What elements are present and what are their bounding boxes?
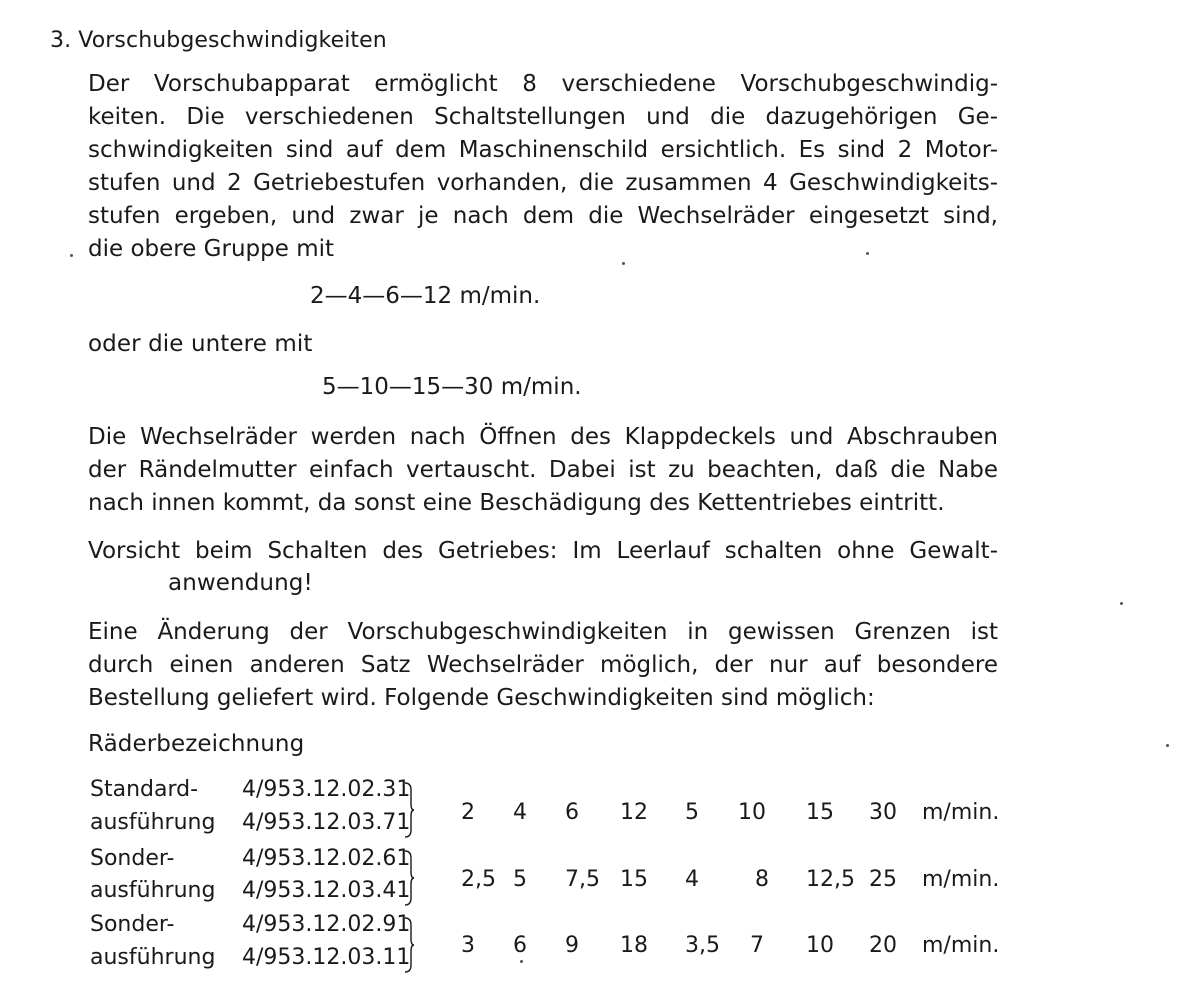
- paragraph-line: stufen und 2 Getriebestufen vorhanden, die zusammen 4 Geschwindigkeits-: [88, 170, 998, 196]
- paragraph-line: die obere Gruppe mit: [88, 236, 335, 262]
- row-label-1: Sonder-: [90, 846, 175, 871]
- paragraph-line: stufen ergeben, und zwar je nach dem die Wechselräder eingesetzt sind,: [88, 203, 998, 229]
- exchange-paragraph: [88, 421, 998, 520]
- formula-lower-group: 5—10—15—30 m/min.: [322, 374, 582, 400]
- paragraph-line: Die Wechselräder werden nach Öffnen des Klappdeckels und Abschrauben: [88, 424, 998, 450]
- row-label-2: ausführung: [90, 945, 216, 970]
- speed-value: 6: [513, 933, 527, 958]
- paragraph-line: der Rändelmutter einfach vertauscht. Dabei ist zu beachten, daß die Nabe: [88, 457, 998, 483]
- formula-upper-group: 2—4—6—12 m/min.: [310, 283, 541, 309]
- row-label-2: ausführung: [90, 878, 216, 903]
- scan-speck: [1120, 602, 1123, 605]
- speed-value: 3: [461, 933, 475, 958]
- speed-value: 5: [685, 800, 699, 825]
- speed-value: 7: [750, 933, 764, 958]
- speed-value: 9: [565, 933, 579, 958]
- paragraph-line: durch einen anderen Satz Wechselräder möglich, der nur auf besondere: [88, 652, 998, 678]
- table-caption: Räderbezeichnung: [88, 731, 305, 757]
- curly-brace: [404, 917, 414, 973]
- gear-code-2: 4/953.12.03.11: [242, 945, 411, 970]
- gear-code-1: 4/953.12.02.91: [242, 912, 411, 937]
- speed-value: 5: [513, 867, 527, 892]
- scan-speck: [70, 254, 73, 257]
- speed-value: 25: [869, 867, 897, 892]
- row-label-2: ausführung: [90, 810, 216, 835]
- speed-value: 4: [513, 800, 527, 825]
- scan-speck: [1166, 744, 1169, 747]
- paragraph-line: nach innen kommt, da sonst eine Beschädigung des Kettentriebes eintritt.: [88, 490, 945, 516]
- gear-code-2: 4/953.12.03.71: [242, 810, 411, 835]
- scan-speck: [622, 262, 625, 265]
- gear-code-1: 4/953.12.02.31: [242, 777, 411, 802]
- scan-speck: [520, 960, 523, 963]
- speed-value: 2: [461, 800, 475, 825]
- row-label-1: Sonder-: [90, 912, 175, 937]
- caution-line: Vorsicht beim Schalten des Getriebes: Im Leerlauf schalten ohne Gewalt-: [88, 538, 998, 564]
- speed-value: 18: [620, 933, 648, 958]
- paragraph-line: Bestellung geliefert wird. Folgende Geschwindigkeiten sind möglich:: [88, 685, 875, 711]
- paragraph-line: schwindigkeiten sind auf dem Maschinenschild ersichtlich. Es sind 2 Motor-: [88, 137, 998, 163]
- change-paragraph: [88, 616, 998, 715]
- speed-unit: m/min.: [922, 800, 1000, 825]
- speed-value: 3,5: [685, 933, 720, 958]
- speed-value: 15: [620, 867, 648, 892]
- gear-code-1: 4/953.12.02.61: [242, 846, 411, 871]
- caution-paragraph: [88, 535, 998, 568]
- caution-line-continued: anwendung!: [168, 570, 313, 596]
- gear-code-2: 4/953.12.03.41: [242, 878, 411, 903]
- paragraph-line: Eine Änderung der Vorschubgeschwindigkeiten in gewissen Grenzen ist: [88, 619, 998, 645]
- speed-unit: m/min.: [922, 933, 1000, 958]
- speed-value: 12: [620, 800, 648, 825]
- speed-value: 15: [806, 800, 834, 825]
- lower-group-intro: oder die untere mit: [88, 331, 313, 357]
- speed-value: 10: [738, 800, 766, 825]
- row-label-1: Standard-: [90, 777, 199, 802]
- speed-unit: m/min.: [922, 867, 1000, 892]
- speed-value: 6: [565, 800, 579, 825]
- speed-value: 7,5: [565, 867, 600, 892]
- speed-value: 2,5: [461, 867, 496, 892]
- speed-value: 4: [685, 867, 699, 892]
- scan-speck: [866, 252, 869, 255]
- curly-brace: [404, 850, 414, 906]
- intro-paragraph: [88, 68, 998, 266]
- speed-value: 20: [869, 933, 897, 958]
- speed-value: 12,5: [806, 867, 855, 892]
- speed-value: 8: [755, 867, 769, 892]
- curly-brace: [404, 782, 414, 838]
- speed-value: 30: [869, 800, 897, 825]
- paragraph-line: Der Vorschubapparat ermöglicht 8 verschiedene Vorschubgeschwindig-: [88, 71, 998, 97]
- speed-value: 10: [806, 933, 834, 958]
- section-heading: 3. Vorschubgeschwindigkeiten: [50, 28, 387, 53]
- paragraph-line: keiten. Die verschiedenen Schaltstellungen und die dazugehörigen Ge-: [88, 104, 998, 130]
